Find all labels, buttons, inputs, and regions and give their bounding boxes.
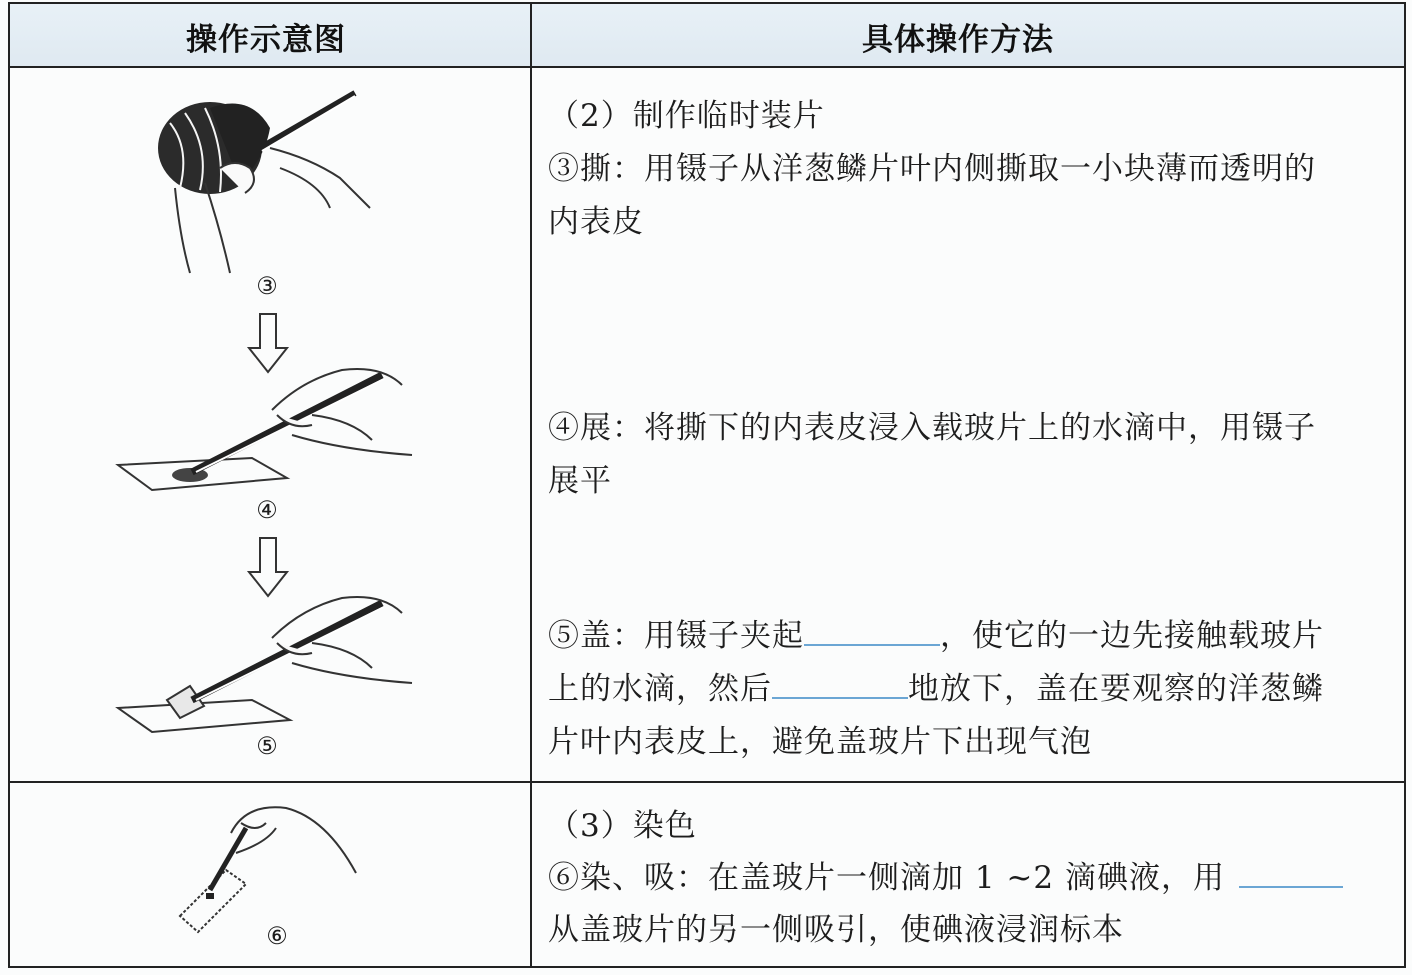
step4-line1: ④展：将撕下的内表皮浸入载玻片上的水滴中，用镊子 [548,410,1316,446]
step5-line1 [548,610,1324,663]
figure-label-4: ④ [256,496,278,524]
staining-illustration [176,798,376,938]
step3-line2: 内表皮 [548,204,644,240]
step6-line1-text: ⑥染、吸：在盖玻片一侧滴加 1 ~2 滴碘液，用 [548,860,1225,896]
step5-line2 [548,663,1324,716]
step3-line1: ③撕：用镊子从洋葱鳞片叶内侧撕取一小块薄而透明的 [548,151,1316,187]
row-divider [8,781,1406,783]
step5-line1-start: ⑤盖：用镊子夹起 [548,618,804,654]
header-col-method: 具体操作方法 [862,22,1054,58]
header-col-diagram: 操作示意图 [186,22,346,58]
spread-peel-illustration [112,360,422,500]
answer-blank-2[interactable] [772,667,908,699]
onion-peel-illustration [150,88,390,278]
step5-line1-end: ，使它的一边先接触载玻片 [940,618,1324,654]
figure-label-3: ③ [256,272,278,300]
section3-title: （3）染色 [548,808,697,844]
step4-line2: 展平 [548,463,612,499]
answer-blank-3[interactable] [1239,856,1343,888]
answer-blank-1[interactable] [804,614,940,646]
figure-label-5: ⑤ [256,732,278,760]
coverslip-illustration [112,588,422,738]
step5-line2-end: 地放下，盖在要观察的洋葱鳞 [908,671,1324,707]
column-divider [530,2,532,968]
step5-line3: 片叶内表皮上，避免盖玻片下出现气泡 [548,724,1092,760]
figure-label-6: ⑥ [266,922,288,950]
step6-line2: 从盖玻片的另一侧吸引，使碘液浸润标本 [548,912,1124,948]
step5-line2-start: 上的水滴，然后 [548,671,772,707]
step6-line1 [548,852,1343,905]
section2-title: （2）制作临时装片 [548,98,825,134]
header-divider [8,66,1406,68]
